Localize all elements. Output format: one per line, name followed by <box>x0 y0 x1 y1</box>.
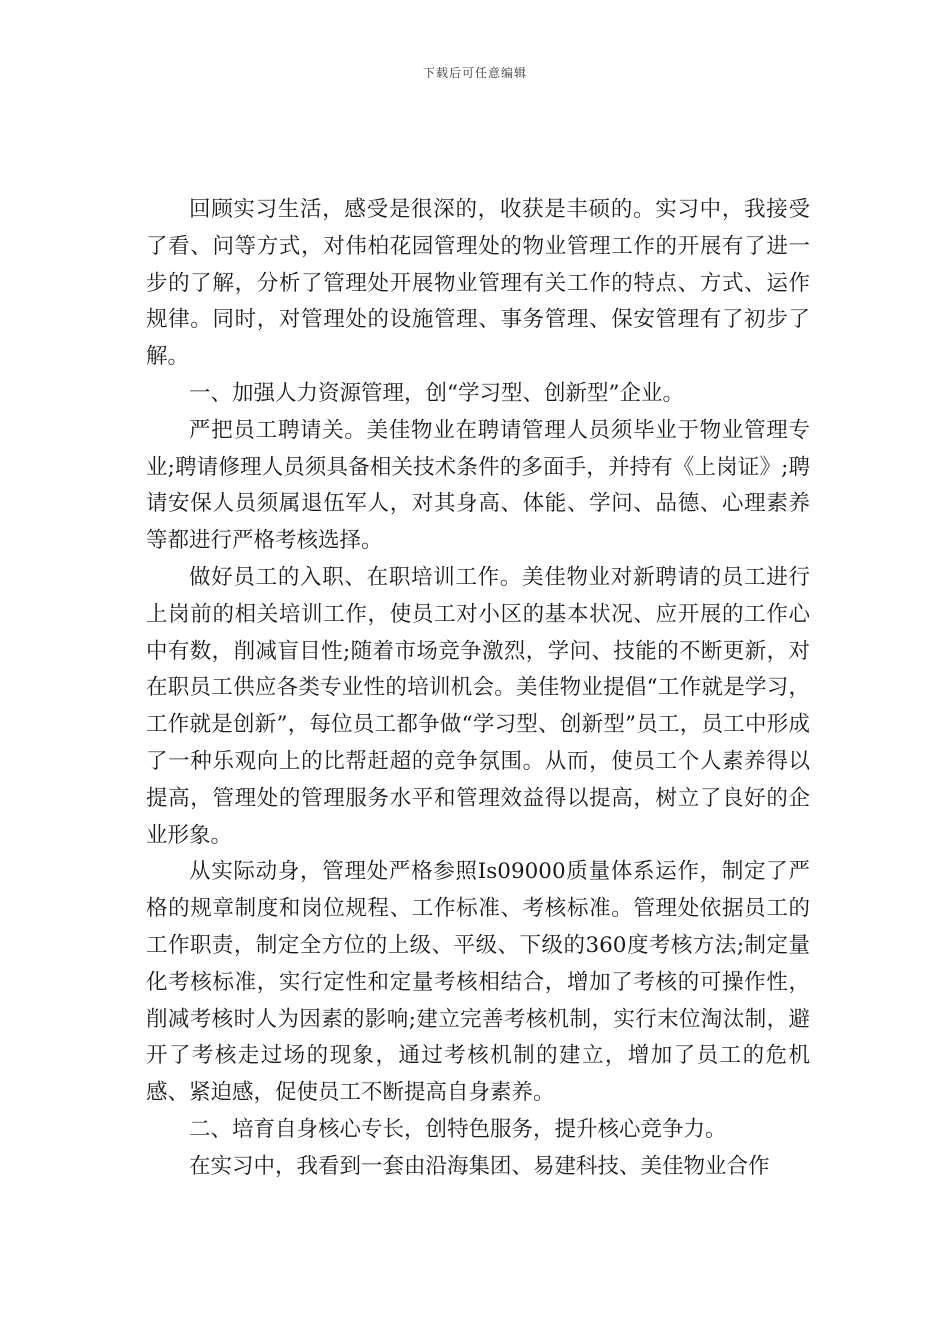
paragraph-practice: 在实习中，我看到一套由沿海集团、易建科技、美佳物业合作 <box>189 1153 770 1179</box>
paragraph-recruitment: 严把员工聘请关。美佳物业在聘请管理人员须毕业于物业管理专业;聘请修理人员须具备相关技术条件的多面手，并持有《上岗证》;聘请安保人员须属退伍军人，对其身高、体能、学问、品德、心理素养等都进行严格考核选择。 <box>146 417 810 554</box>
section-heading-1: 一、加强人力资源管理，创“学习型、创新型”企业。 <box>189 380 684 406</box>
section-heading-2: 二、培育自身核心专长，创特色服务，提升核心竞争力。 <box>189 1116 727 1142</box>
document-body <box>146 192 810 1186</box>
paragraph-training: 做好员工的入职、在职培训工作。美佳物业对新聘请的员工进行上岗前的相关培训工作，使员工对小区的基本状况、应开展的工作心中有数，削减盲目性;随着市场竞争激烈，学问、技能的不断更新，对在职员工供应各类专业性的培训机会。美佳物业提倡“工作就是学习，工作就是创新”，每位员工都争做“学习型、创新型”员工，员工中形成了一种乐观向上的比帮赶超的竞争氛围。从而，使员工个人素养得以提高，管理处的管理服务水平和管理效益得以提高，树立了良好的企业形象。 <box>146 564 810 848</box>
page-header-note: 下载后可任意编辑 <box>422 66 527 80</box>
paragraph-intro: 回顾实习生活，感受是很深的，收获是丰硕的。实习中，我接受了看、问等方式，对伟柏花园管理处的物业管理工作的开展有了进一步的了解，分析了管理处开展物业管理有关工作的特点、方式、运作规律。同时，对管理处的设施管理、事务管理、保安管理有了初步了解。 <box>146 197 810 370</box>
paragraph-assessment: 从实际动身，管理处严格参照Is09000质量体系运作，制定了严格的规章制度和岗位规程、工作标准、考核标准。管理处依据员工的工作职责，制定全方位的上级、平级、下级的360度考核方法;制定量化考核标准，实行定性和定量考核相结合，增加了考核的可操作性，削减考核时人为因素的影响;建立完善考核机制，实行末位淘汰制，避开了考核走过场的现象，通过考核机制的建立，增加了员工的危机感、紧迫感，促使员工不断提高自身素养。 <box>146 859 810 1106</box>
